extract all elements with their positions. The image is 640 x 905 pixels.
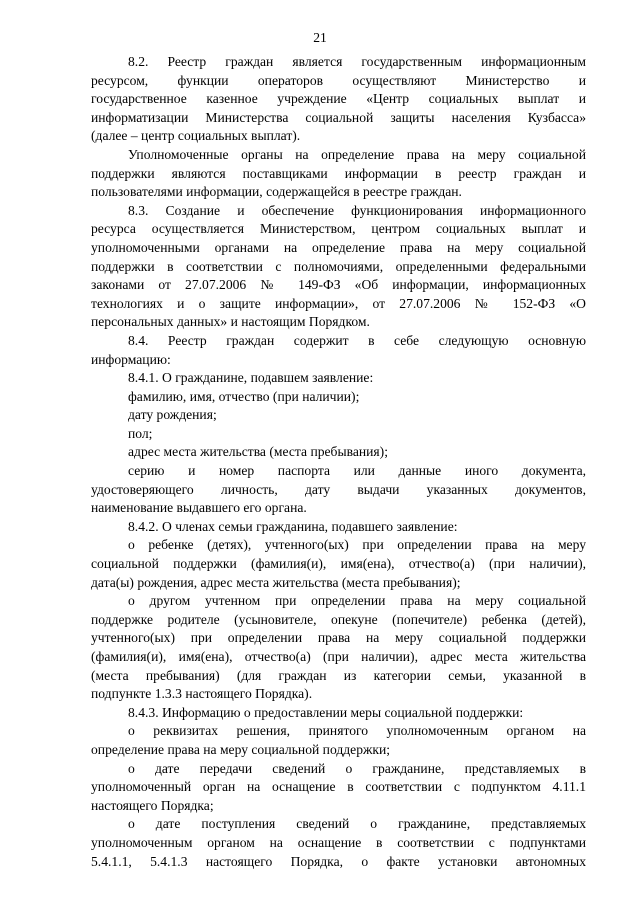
text-line: подпункте 1.3.3 настоящего Порядка). bbox=[91, 686, 313, 702]
text-line: о дате поступления сведений о гражданине, представляемых bbox=[128, 816, 586, 832]
text-line: пользователями информации, содержащейся в реестре граждан. bbox=[91, 184, 462, 200]
text-line: информацию: bbox=[91, 351, 171, 367]
text-line: уполномоченными органами на определение права на меру социальной bbox=[91, 239, 586, 255]
text-line: о другом учтенном при определении права на меру социальной bbox=[128, 593, 586, 609]
text-line: 8.4.3. Информацию о предоставлении меры социальной поддержки: bbox=[128, 704, 524, 720]
text-line: 8.4.1. О гражданине, подавшем заявление: bbox=[128, 370, 374, 386]
text-line: поддержки являются поставщиками информации в реестр граждан и bbox=[91, 165, 586, 181]
text-line: поддержке родителе (усыновителе, опекуне (попечителе) ребенка (детей), bbox=[91, 611, 586, 627]
text-line: государственное казенное учреждение «Центр социальных выплат и bbox=[91, 91, 586, 107]
text-line: о реквизитах решения, принятого уполномоченным органом на bbox=[128, 723, 586, 739]
text-line: пол; bbox=[128, 425, 153, 441]
text-line: 8.2. Реестр граждан является государственным информационным bbox=[128, 54, 586, 69]
text-line: (места пребывания) (для граждан из категории семьи, указанной в bbox=[91, 667, 586, 683]
text-line: уполномоченный орган на оснащение в соответствии с подпунктом 4.11.1 bbox=[91, 779, 586, 795]
text-line: (фамилия(и), имя(ена), отчество(а) (при наличии), адрес места жительства bbox=[91, 649, 586, 664]
text-line: настоящего Порядка; bbox=[91, 797, 214, 813]
text-line: ресурсом, функции операторов осуществляют Министерство и bbox=[91, 72, 586, 88]
text-line: поддержки в соответствии с полномочиями, определенными федеральными bbox=[91, 258, 586, 274]
text-line: 8.4.2. О членах семьи гражданина, подавшего заявление: bbox=[128, 518, 458, 534]
text-line: (далее – центр социальных выплат). bbox=[91, 128, 301, 144]
text-line: ресурса осуществляется Министерством, центром социальных выплат и bbox=[91, 221, 586, 237]
text-line: 8.3. Создание и обеспечение функционирования информационного bbox=[128, 202, 586, 218]
text-line: информатизации Министерства социальной защиты населения Кузбасса» bbox=[91, 109, 586, 125]
text-line: дата(ы) рождения, адрес места жительства (места пребывания); bbox=[91, 574, 461, 590]
text-line: дату рождения; bbox=[128, 407, 217, 423]
text-line: 8.4. Реестр граждан содержит в себе следующую основную bbox=[128, 332, 586, 348]
text-line: социальной поддержки (фамилия(и), имя(ена), отчество(а) (при наличии), bbox=[91, 556, 586, 572]
text-line: уполномоченным органом на оснащение в соответствии с подпунктами bbox=[91, 834, 586, 850]
text-line: адрес места жительства (места пребывания); bbox=[128, 444, 388, 460]
text-line: серию и номер паспорта или данные иного документа, bbox=[128, 463, 586, 479]
text-line: наименование выдавшего его органа. bbox=[91, 500, 307, 516]
text-line: персональных данных» и настоящим Порядком. bbox=[91, 314, 370, 330]
page-number: 21 bbox=[313, 30, 327, 45]
text-line: технологиях и о защите информации», от 27.07.2006 № 152-ФЗ «О bbox=[91, 295, 586, 311]
text-line: определение права на меру социальной поддержки; bbox=[91, 741, 391, 757]
text-line: 5.4.1.1, 5.4.1.3 настоящего Порядка, о факте установки автономных bbox=[91, 853, 586, 869]
document-body bbox=[91, 53, 586, 871]
text-line: удостоверяющего личность, дату выдачи указанных документов, bbox=[91, 481, 586, 497]
text-line: учтенного(ых) при определении права на меру социальной поддержки bbox=[91, 630, 586, 646]
text-line: о дате передачи сведений о гражданине, представляемых в bbox=[128, 760, 586, 776]
text-line: законами от 27.07.2006 № 149-ФЗ «Об информации, информационных bbox=[91, 277, 586, 293]
text-line: Уполномоченные органы на определение права на меру социальной bbox=[128, 146, 586, 162]
text-line: о ребенке (детях), учтенного(ых) при определении права на меру bbox=[128, 537, 586, 553]
text-line: фамилию, имя, отчество (при наличии); bbox=[128, 388, 360, 404]
